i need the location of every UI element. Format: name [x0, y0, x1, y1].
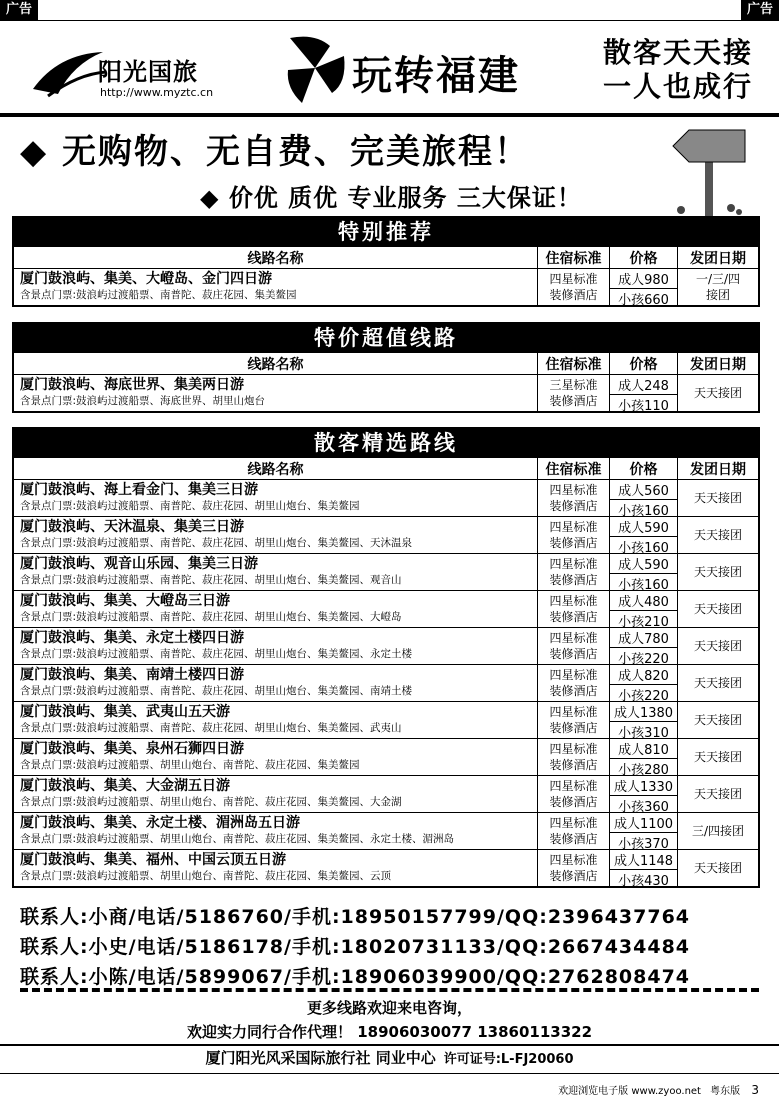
hotel-standard: 四星标准	[549, 705, 598, 719]
table-row	[14, 479, 758, 519]
headline: ◆ 无购物、无自费、完美旅程！	[20, 132, 530, 172]
subline: ◆ 价优 质优 专业服务 三大保证！	[200, 184, 582, 212]
route-name: 厦门鼓浪屿、天沐温泉、集美三日游	[20, 519, 244, 535]
adult-price: 成人590	[610, 517, 677, 537]
route-sites: 含景点门票:鼓浪屿过渡船票、南普陀、菽庄花园、胡里山炮台、集美鳌园、观音山	[20, 574, 402, 586]
col-price: 价格	[610, 247, 678, 268]
section-title: 特别推荐	[14, 218, 758, 246]
hotel-type: 装修酒店	[549, 647, 598, 661]
col-price: 价格	[610, 353, 678, 374]
hotel-standard: 四星标准	[549, 631, 598, 645]
departure-days: 天天接团	[693, 528, 742, 542]
table-row	[14, 374, 758, 414]
hotel-standard: 四星标准	[549, 816, 598, 830]
child-price: 小孩160	[618, 578, 669, 593]
page-number: 3	[751, 1083, 759, 1097]
section-special	[12, 216, 760, 307]
agency-name: 厦门阳光风采国际旅行社 同业中心	[205, 1049, 436, 1067]
table-row	[14, 268, 758, 308]
adult-price: 成人560	[610, 480, 677, 500]
departure-days: 天天接团	[693, 750, 742, 764]
table-row	[14, 738, 758, 778]
hotel-type: 装修酒店	[549, 795, 598, 809]
swoosh-icon	[28, 34, 108, 104]
hotel-standard: 四星标准	[549, 520, 598, 534]
col-route: 线路名称	[14, 353, 538, 374]
route-name: 厦门鼓浪屿、集美、大嶝岛三日游	[20, 593, 230, 609]
license-number: 许可证号:L-FJ20060	[443, 1052, 574, 1067]
brand1-name: 阳光国旅	[98, 58, 198, 86]
contacts	[20, 902, 690, 992]
hotel-type: 装修酒店	[549, 721, 598, 735]
route-sites: 含景点门票:鼓浪屿过渡船票、南普陀、菽庄花园、胡里山炮台、集美鳌园、永定土楼	[20, 648, 413, 660]
departure-note: 接团	[705, 288, 730, 302]
hotel-standard: 四星标准	[549, 272, 598, 286]
route-name: 厦门鼓浪屿、集美、南靖土楼四日游	[20, 667, 244, 683]
section-title: 散客精选路线	[14, 429, 758, 457]
col-price: 价格	[610, 458, 678, 479]
table-row	[14, 627, 758, 667]
table-row	[14, 590, 758, 630]
route-name: 厦门鼓浪屿、集美、大金湖五日游	[20, 778, 230, 794]
dashed-divider	[20, 988, 759, 992]
footer-edition: 粤东版	[710, 1086, 741, 1097]
adult-price: 成人810	[610, 739, 677, 759]
table-header	[14, 457, 758, 479]
route-name: 厦门鼓浪屿、观音山乐园、集美三日游	[20, 556, 258, 572]
agency-line	[0, 1047, 779, 1068]
child-price: 小孩310	[618, 726, 669, 741]
route-name: 厦门鼓浪屿、集美、泉州石狮四日游	[20, 741, 244, 757]
page-footer	[0, 1073, 779, 1100]
route-sites: 含景点门票:鼓浪屿过渡船票、南普陀、菽庄花园、胡里山炮台、集美鳌园、南靖土楼	[20, 685, 413, 697]
signpost-icon	[669, 118, 749, 218]
hotel-type: 装修酒店	[549, 832, 598, 846]
route-sites: 含景点门票:鼓浪屿过渡船票、胡里山炮台、南普陀、菽庄花园、集美鳌园、永定土楼、湄洲岛	[20, 833, 455, 845]
hotel-type: 装修酒店	[549, 869, 598, 883]
section-value	[12, 322, 760, 413]
route-sites: 含景点门票:鼓浪屿过渡船票、海底世界、胡里山炮台	[20, 395, 266, 407]
child-price: 小孩220	[618, 652, 669, 667]
col-date: 发团日期	[690, 356, 746, 373]
brand1-url: http://www.myztc.cn	[100, 86, 214, 99]
hotel-type: 装修酒店	[549, 499, 598, 513]
section-title: 特价超值线路	[14, 324, 758, 352]
route-sites: 含景点门票:鼓浪屿过渡船票、南普陀、菽庄花园、集美鳌园	[20, 289, 297, 301]
col-hotel: 住宿标准	[538, 458, 610, 479]
adult-price: 成人248	[610, 375, 677, 395]
slogan-line2: 一人也成行	[602, 70, 753, 103]
table-header	[14, 246, 758, 268]
route-sites: 含景点门票:鼓浪屿过渡船票、南普陀、菽庄花园、胡里山炮台、集美鳌园、天沐温泉	[20, 537, 413, 549]
route-name: 厦门鼓浪屿、集美、永定土楼四日游	[20, 630, 244, 646]
route-sites: 含景点门票:鼓浪屿过渡船票、南普陀、菽庄花园、胡里山炮台、集美鳌园、武夷山	[20, 722, 402, 734]
more-line1: 更多线路欢迎来电咨询，	[306, 999, 472, 1017]
col-hotel: 住宿标准	[538, 353, 610, 374]
col-date: 发团日期	[690, 461, 746, 478]
route-sites: 含景点门票:鼓浪屿过渡船票、胡里山炮台、南普陀、菽庄花园、集美鳌园	[20, 759, 360, 771]
ad-label-left: 广告	[0, 0, 38, 20]
route-sites: 含景点门票:鼓浪屿过渡船票、胡里山炮台、南普陀、菽庄花园、集美鳌园、云顶	[20, 870, 392, 882]
adult-price: 成人780	[610, 628, 677, 648]
col-route: 线路名称	[14, 458, 538, 479]
pinwheel-icon	[282, 28, 348, 108]
departure-days: 天天接团	[693, 787, 742, 801]
hotel-standard: 四星标准	[549, 853, 598, 867]
departure-days: 天天接团	[693, 602, 742, 616]
departure-days: 天天接团	[693, 713, 742, 727]
route-name: 厦门鼓浪屿、海上看金门、集美三日游	[20, 482, 258, 498]
hotel-standard: 四星标准	[549, 779, 598, 793]
child-price: 小孩360	[618, 800, 669, 815]
header-divider	[0, 113, 779, 117]
hotel-type: 装修酒店	[549, 288, 598, 302]
departure-days: 天天接团	[693, 861, 742, 875]
brand2-name: 玩转福建	[352, 53, 520, 99]
route-name: 厦门鼓浪屿、海底世界、集美两日游	[20, 377, 244, 393]
hotel-type: 装修酒店	[549, 536, 598, 550]
slogan	[603, 36, 753, 104]
child-price: 小孩220	[618, 689, 669, 704]
child-price: 小孩660	[618, 293, 669, 308]
child-price: 小孩110	[618, 399, 669, 414]
section-selected	[12, 427, 760, 888]
departure-days: 天天接团	[693, 639, 742, 653]
adult-price: 成人820	[610, 665, 677, 685]
child-price: 小孩160	[618, 504, 669, 519]
departure-days: 三/四接团	[691, 824, 745, 838]
hotel-type: 装修酒店	[549, 394, 598, 408]
route-sites: 含景点门票:鼓浪屿过渡船票、南普陀、菽庄花园、胡里山炮台、集美鳌园、大嶝岛	[20, 611, 402, 623]
table-row	[14, 812, 758, 852]
hotel-standard: 四星标准	[549, 668, 598, 682]
col-date: 发团日期	[690, 250, 746, 267]
child-price: 小孩160	[618, 541, 669, 556]
adult-price: 成人980	[610, 269, 677, 289]
hotel-type: 装修酒店	[549, 610, 598, 624]
table-header	[14, 352, 758, 374]
table-row	[14, 664, 758, 704]
hotel-type: 装修酒店	[549, 573, 598, 587]
hotel-type: 装修酒店	[549, 758, 598, 772]
route-sites: 含景点门票:鼓浪屿过渡船票、南普陀、菽庄花园、胡里山炮台、集美鳌园	[20, 500, 360, 512]
table-row	[14, 849, 758, 889]
slogan-line1: 散客天天接	[602, 36, 753, 69]
table-row	[14, 701, 758, 741]
child-price: 小孩280	[618, 763, 669, 778]
adult-price: 成人1148	[610, 850, 677, 870]
route-name: 厦门鼓浪屿、集美、永定土楼、湄洲岛五日游	[20, 815, 300, 831]
child-price: 小孩430	[618, 874, 669, 889]
child-price: 小孩370	[618, 837, 669, 852]
hotel-standard: 四星标准	[549, 557, 598, 571]
footer-info	[558, 1082, 759, 1097]
hotel-standard: 四星标准	[549, 483, 598, 497]
hotel-standard: 三星标准	[549, 378, 598, 392]
route-sites: 含景点门票:鼓浪屿过渡船票、胡里山炮台、南普陀、菽庄花园、集美鳌园、大金湖	[20, 796, 402, 808]
ad-label-right: 广告	[741, 0, 779, 20]
table-row	[14, 553, 758, 593]
header	[0, 24, 779, 112]
footer-text: 欢迎浏览电子版 www.zyoo.net	[558, 1086, 701, 1097]
col-hotel: 住宿标准	[538, 247, 610, 268]
hotel-type: 装修酒店	[549, 684, 598, 698]
departure-days: 天天接团	[693, 676, 742, 690]
more-line2: 欢迎实力同行合作代理！ 18906030077 13860113322	[186, 1023, 593, 1041]
table-row	[14, 516, 758, 556]
more-info	[0, 996, 779, 1044]
adult-price: 成人1330	[610, 776, 677, 796]
contact-line: 联系人:小史/电话/5186178/手机:18020731133/QQ:2667434484	[20, 936, 691, 958]
contact-line: 联系人:小商/电话/5186760/手机:18950157799/QQ:2396437764	[20, 906, 691, 928]
sunshine-logo	[28, 34, 248, 104]
route-name: 厦门鼓浪屿、集美、武夷山五天游	[20, 704, 230, 720]
departure-days: 天天接团	[693, 386, 742, 400]
top-divider	[0, 20, 779, 21]
adult-price: 成人1380	[610, 702, 677, 722]
hotel-standard: 四星标准	[549, 742, 598, 756]
bottom-divider	[0, 1044, 779, 1046]
fujian-logo	[282, 28, 552, 108]
route-name: 厦门鼓浪屿、集美、大嶝岛、金门四日游	[20, 271, 272, 287]
adult-price: 成人480	[610, 591, 677, 611]
departure-days: 天天接团	[693, 565, 742, 579]
route-name: 厦门鼓浪屿、集美、福州、中国云顶五日游	[20, 852, 286, 868]
child-price: 小孩210	[618, 615, 669, 630]
adult-price: 成人590	[610, 554, 677, 574]
table-row	[14, 775, 758, 815]
departure-days: 一/三/四	[695, 272, 741, 286]
contact-line: 联系人:小陈/电话/5899067/手机:18906039900/QQ:2762808474	[20, 966, 691, 988]
departure-days: 天天接团	[693, 491, 742, 505]
col-route: 线路名称	[14, 247, 538, 268]
hotel-standard: 四星标准	[549, 594, 598, 608]
adult-price: 成人1100	[610, 813, 677, 833]
